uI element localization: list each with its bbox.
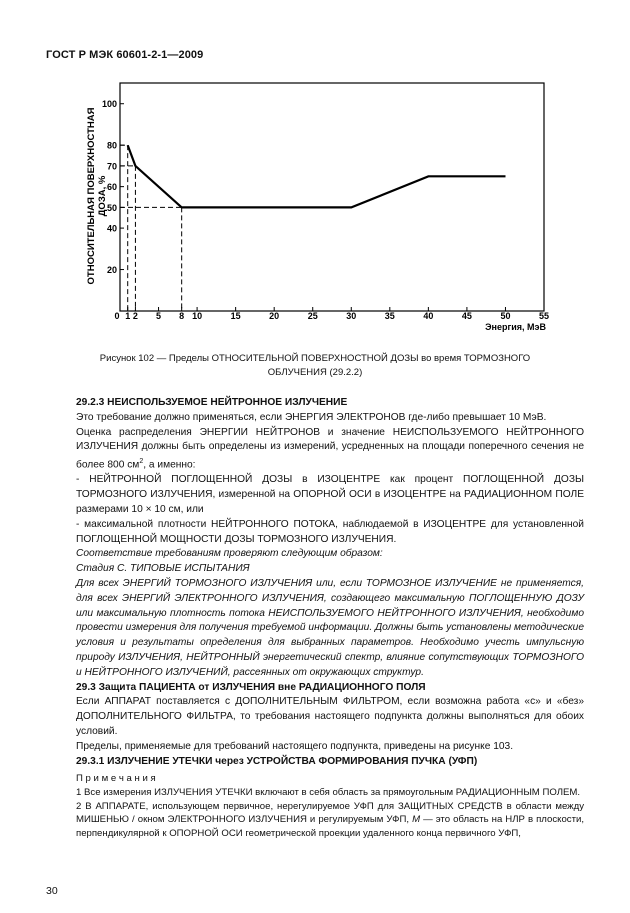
relative-dose-chart	[0, 0, 630, 345]
y-axis-label-line1: ОТНОСИТЕЛЬНАЯ ПОВЕРХНОСТНАЯ	[86, 107, 97, 285]
x-tick-label: 2	[132, 311, 138, 321]
figure-caption-line1: Рисунок 102 — Пределы ОТНОСИТЕЛЬНОЙ ПОВЕРХНОСТНОЙ ДОЗЫ во время ТОРМОЗНОГО	[99, 353, 531, 364]
paragraph-2	[76, 426, 584, 474]
superscript-2: 2	[139, 458, 144, 466]
x-tick-label: 20	[269, 311, 280, 321]
paragraph-8: Если АППАРАТ поставляется с ДОПОЛНИТЕЛЬНЫМ ФИЛЬТРОМ, если возможна работа «с» и «без» ДОПОЛНИТЕЛЬНОГО ФИЛЬТРА, то требования настоящего подпункта должны выполняться для обоих условий.	[76, 696, 584, 737]
y-tick-label: 50	[106, 202, 117, 213]
x-tick-label: 50	[500, 311, 511, 321]
figure-caption-line2: ОБЛУЧЕНИЯ (29.2.2)	[267, 367, 363, 378]
paragraph-9: Пределы, применяемые для требований настоящего подпункта, приведены на рисунке 103.	[76, 740, 514, 752]
paragraph-2-text: Оценка распределения ЭНЕРГИИ НЕЙТРОНОВ и значение НЕИСПОЛЬЗУЕМОГО НЕЙТРОННОГО ИЗЛУЧЕНИЯ должны быть определены из измерений, усредненных на площади поперечного сечения не более 800 см	[76, 426, 584, 471]
paragraph-3: - НЕЙТРОННОЙ ПОГЛОЩЕННОЙ ДОЗЫ в ИЗОЦЕНТРЕ как процент ПОГЛОЩЕННОЙ ДОЗЫ ТОРМОЗНОГО ИЗЛУЧЕНИЯ, измеренной на ОПОРНОЙ ОСИ в ИЗОЦЕНТРЕ на РАДИАЦИОННОМ ПОЛЕ размерами 10 × 10 см, или	[76, 474, 584, 515]
x-tick-label: 1	[125, 311, 131, 321]
x-axis-zero-label: 0	[114, 311, 120, 321]
x-tick-label: 15	[230, 311, 241, 321]
note-2-symbol: М	[412, 814, 421, 826]
x-tick-label: 5	[156, 311, 162, 321]
note-2-tail: — это область на НЛР в плоскости, перпендикулярной к ОПОРНОЙ ОСИ геометрической проекции удаленного конца первичного УФП,	[76, 814, 584, 839]
x-tick-label: 10	[192, 311, 203, 321]
x-tick-label: 45	[461, 311, 472, 321]
x-tick-label: 30	[346, 311, 357, 321]
paragraph-4: - максимальной плотности НЕЙТРОННОГО ПОТОКА, наблюдаемой в ИЗОЦЕНТРЕ для установленной ПОГЛОЩЕННОЙ МОЩНОСТИ ДОЗЫ ТОРМОЗНОГО ИЗЛУЧЕНИЯ.	[76, 518, 584, 545]
paragraph-5: Соответствие требованиям проверяют следующим образом:	[76, 548, 383, 560]
note-2-text: 2 В АППАРАТЕ, использующем первичное, нерегулируемое УФП для ЗАЩИТНЫХ СРЕДСТВ в области между МИШЕНЬЮ / окном ЭЛЕКТРОННОГО ИЗЛУЧЕНИЯ и регулируемым УФП,	[76, 800, 584, 826]
y-tick-label: 80	[106, 140, 117, 151]
section-29-3-title: 29.3 Защита ПАЦИЕНТА от ИЗЛУЧЕНИЯ вне РАДИАЦИОННОГО ПОЛЯ	[76, 681, 426, 693]
paragraph-7: Для всех ЭНЕРГИЙ ТОРМОЗНОГО ИЗЛУЧЕНИЯ или, если ТОРМОЗНОЕ ИЗЛУЧЕНИЕ не применяется, для всех ЭНЕРГИЙ ЭЛЕКТРОННОГО ИЗЛУЧЕНИЯ, создающего максимальную ПОГЛОЩЕННУЮ ДОЗУ или максимальную плотность потока НЕИСПОЛЬЗУЕМОГО НЕЙТРОННОГО ИЗЛУЧЕНИЯ, необходимо провести измерения для получения требуемой информации. Должны быть установлены методические условия и результаты определения для выбранных параметров. Необходимо учесть импульсную природу ИЗЛУЧЕНИЯ, НЕЙТРОННЫЙ энергетический спектр, влияние сопутствующих ТОРМОЗНОГО и НЕЙТРОННОГО ИЗЛУЧЕНИЙ, рассеянных от окружающих структур.	[76, 577, 584, 678]
note-2	[76, 800, 584, 841]
x-tick-label: 8	[179, 311, 185, 321]
section-29-3-1-title: 29.3.1 ИЗЛУЧЕНИЕ УТЕЧКИ через УСТРОЙСТВА ФОРМИРОВАНИЯ ПУЧКА (УФП)	[76, 755, 478, 767]
x-tick-label: 55	[538, 311, 550, 321]
y-tick-label: 100	[101, 99, 117, 110]
section-29-2-3-title: 29.2.3 НЕИСПОЛЬЗУЕМОЕ НЕЙТРОННОЕ ИЗЛУЧЕНИЕ	[76, 397, 348, 408]
x-tick-label: 35	[384, 311, 395, 321]
y-tick-label: 40	[106, 223, 117, 234]
page-number: 30	[46, 885, 58, 897]
plot-frame	[120, 83, 544, 311]
y-tick-label: 60	[106, 182, 117, 193]
note-1: 1 Все измерения ИЗЛУЧЕНИЯ УТЕЧКИ включают в себя область за прямоугольным РАДИАЦИОННЫМ ПОЛЕМ.	[76, 786, 581, 798]
x-tick-label: 40	[423, 311, 434, 321]
paragraph-2-tail: , а именно:	[143, 459, 196, 471]
notes-title: П р и м е ч а н и я	[76, 773, 156, 785]
x-tick-label: 25	[307, 311, 318, 321]
paragraph-1: Это требование должно применяться, если ЭНЕРГИЯ ЭЛЕКТРОНОВ где-либо превышает 10 МэВ.	[76, 411, 547, 423]
y-tick-label: 20	[106, 265, 117, 276]
figure-caption	[80, 352, 550, 380]
document-header: ГОСТ Р МЭК 60601-2-1—2009	[46, 49, 204, 61]
y-axis-label-line2: ДОЗА, %	[97, 175, 108, 217]
series-line-limit	[128, 145, 506, 207]
paragraph-6: Стадия С. ТИПОВЫЕ ИСПЫТАНИЯ	[76, 563, 250, 575]
x-axis-label: Энергия, МэВ	[485, 322, 546, 332]
y-tick-label: 70	[106, 161, 117, 172]
body-text	[76, 396, 584, 840]
